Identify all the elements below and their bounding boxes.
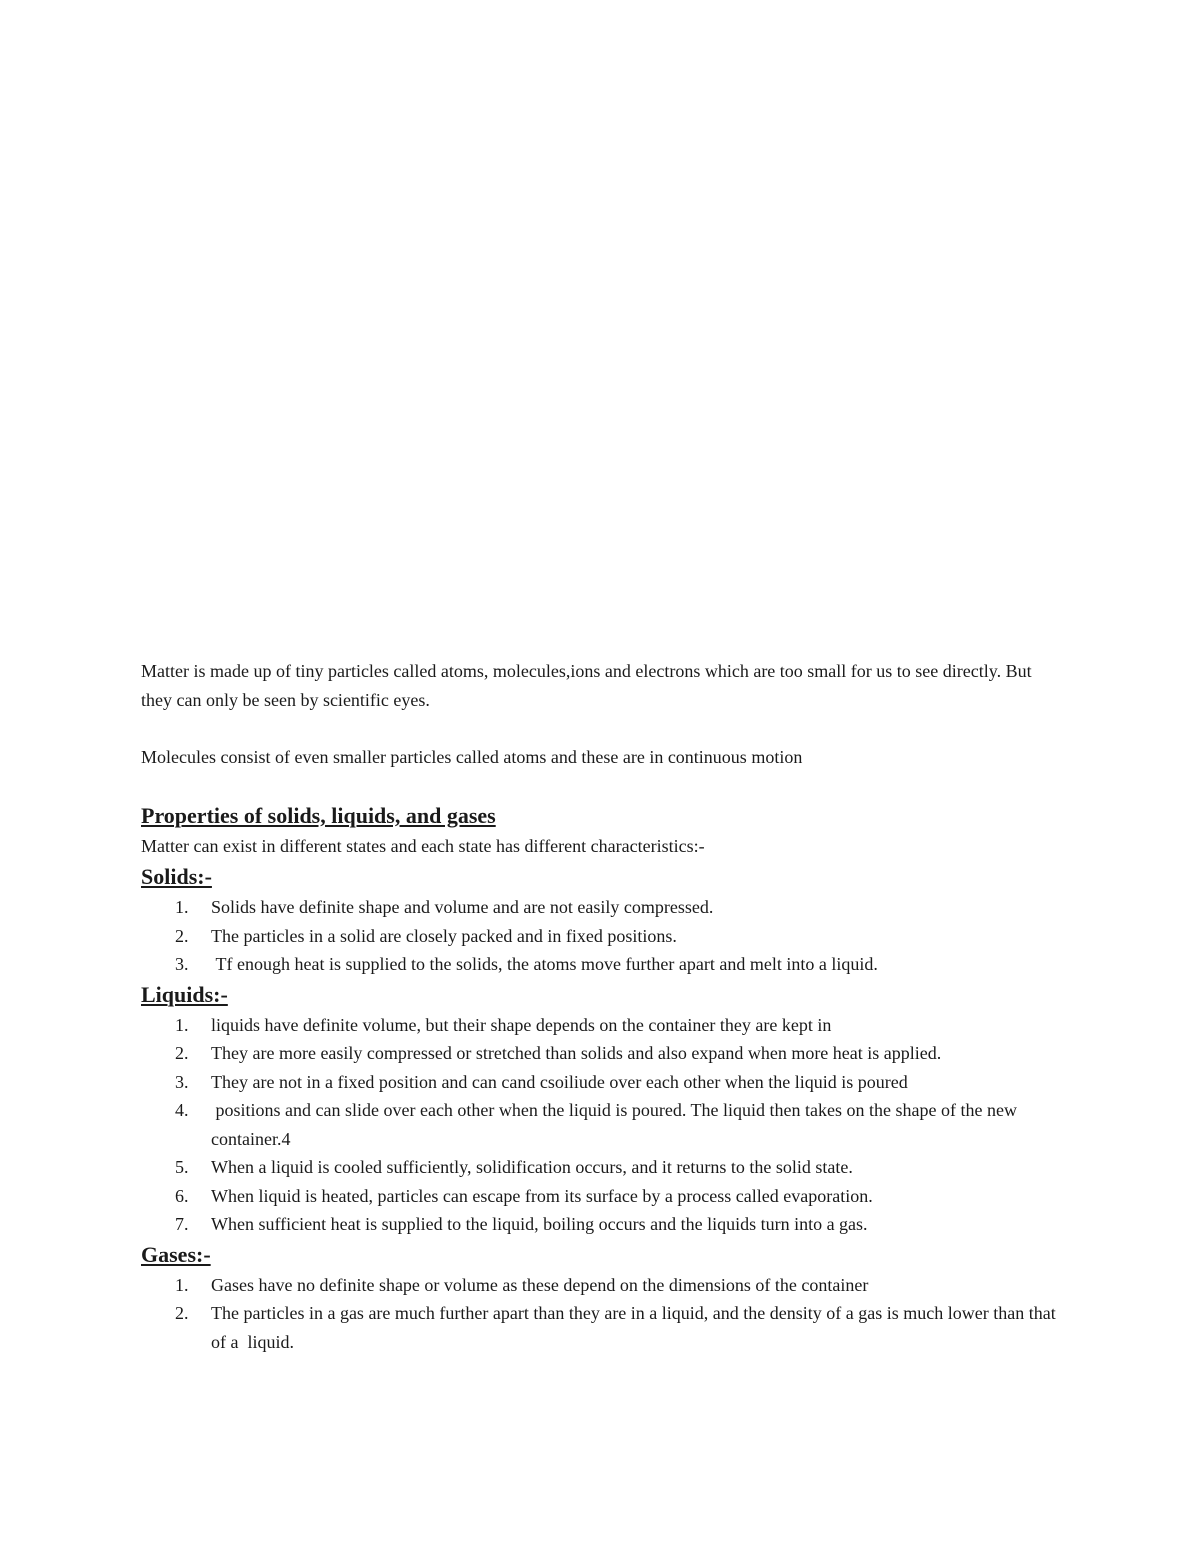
list-item xyxy=(141,1011,1061,1040)
list-number: 5. xyxy=(175,1157,189,1177)
list-number: 1. xyxy=(175,1274,189,1295)
list-item xyxy=(141,1096,1061,1153)
list-item xyxy=(141,1210,1061,1239)
list-number: 6. xyxy=(175,1185,189,1206)
list-item xyxy=(141,1299,1061,1356)
gases-heading: Gases:- xyxy=(141,1241,211,1267)
paragraph-spacer xyxy=(141,715,1061,743)
intro-paragraph-1: Matter is made up of tiny particles called atoms, molecules,ions and electrons which are too small for us to see directly. But they can only be seen by scientific eyes. xyxy=(141,661,1032,710)
list-text: When a liquid is cooled sufficiently, solidification occurs, and it returns to the solid state. xyxy=(211,1157,853,1177)
gases-list xyxy=(141,1271,1061,1357)
list-text: They are not in a fixed position and can cand csoiliude over each other when the liquid is poured xyxy=(211,1071,908,1092)
list-item xyxy=(141,1182,1061,1211)
list-item xyxy=(141,1068,1061,1097)
properties-heading: Properties of solids, liquids, and gases xyxy=(141,803,496,828)
list-text: liquids have definite volume, but their shape depends on the container they are kept in xyxy=(211,1014,832,1035)
list-item xyxy=(141,1271,1061,1300)
solids-heading: Solids:- xyxy=(141,864,212,889)
list-number: 2. xyxy=(175,1303,189,1323)
list-item xyxy=(141,1039,1061,1068)
list-number: 2. xyxy=(175,1043,189,1063)
list-text: They are more easily compressed or stretched than solids and also expand when more heat is applied. xyxy=(211,1043,942,1063)
list-item xyxy=(141,1153,1061,1182)
list-item xyxy=(141,893,1061,922)
list-number: 3. xyxy=(175,954,189,974)
list-item xyxy=(141,950,1061,979)
list-number: 1. xyxy=(175,1014,189,1035)
list-item xyxy=(141,922,1061,951)
list-number: 7. xyxy=(175,1214,189,1234)
list-text: The particles in a gas are much further apart than they are in a liquid, and the density of a gas is much lower than that of a liquid. xyxy=(211,1303,1061,1352)
list-text: Solids have definite shape and volume and are not easily compressed. xyxy=(211,897,714,917)
document-page xyxy=(141,657,1061,1356)
liquids-list xyxy=(141,1011,1061,1239)
list-text: Tf enough heat is supplied to the solids, the atoms move further apart and melt into a liquid. xyxy=(211,954,878,974)
list-text: Gases have no definite shape or volume as these depend on the dimensions of the container xyxy=(211,1274,869,1295)
list-text: When sufficient heat is supplied to the liquid, boiling occurs and the liquids turn into a gas. xyxy=(211,1214,868,1234)
list-text: positions and can slide over each other when the liquid is poured. The liquid then takes on the shape of the new container.4 xyxy=(211,1100,1022,1149)
properties-subtitle: Matter can exist in different states and each state has different characteristics:- xyxy=(141,836,705,856)
intro-paragraph-2: Molecules consist of even smaller particles called atoms and these are in continuous motion xyxy=(141,747,803,767)
solids-list xyxy=(141,893,1061,979)
list-text: The particles in a solid are closely packed and in fixed positions. xyxy=(211,925,677,946)
list-text: When liquid is heated, particles can escape from its surface by a process called evaporation. xyxy=(211,1185,873,1206)
liquids-heading: Liquids:- xyxy=(141,981,228,1007)
paragraph-spacer xyxy=(141,772,1061,800)
list-number: 1. xyxy=(175,897,189,917)
list-number: 3. xyxy=(175,1071,189,1092)
list-number: 2. xyxy=(175,925,189,946)
list-number: 4. xyxy=(175,1100,189,1120)
